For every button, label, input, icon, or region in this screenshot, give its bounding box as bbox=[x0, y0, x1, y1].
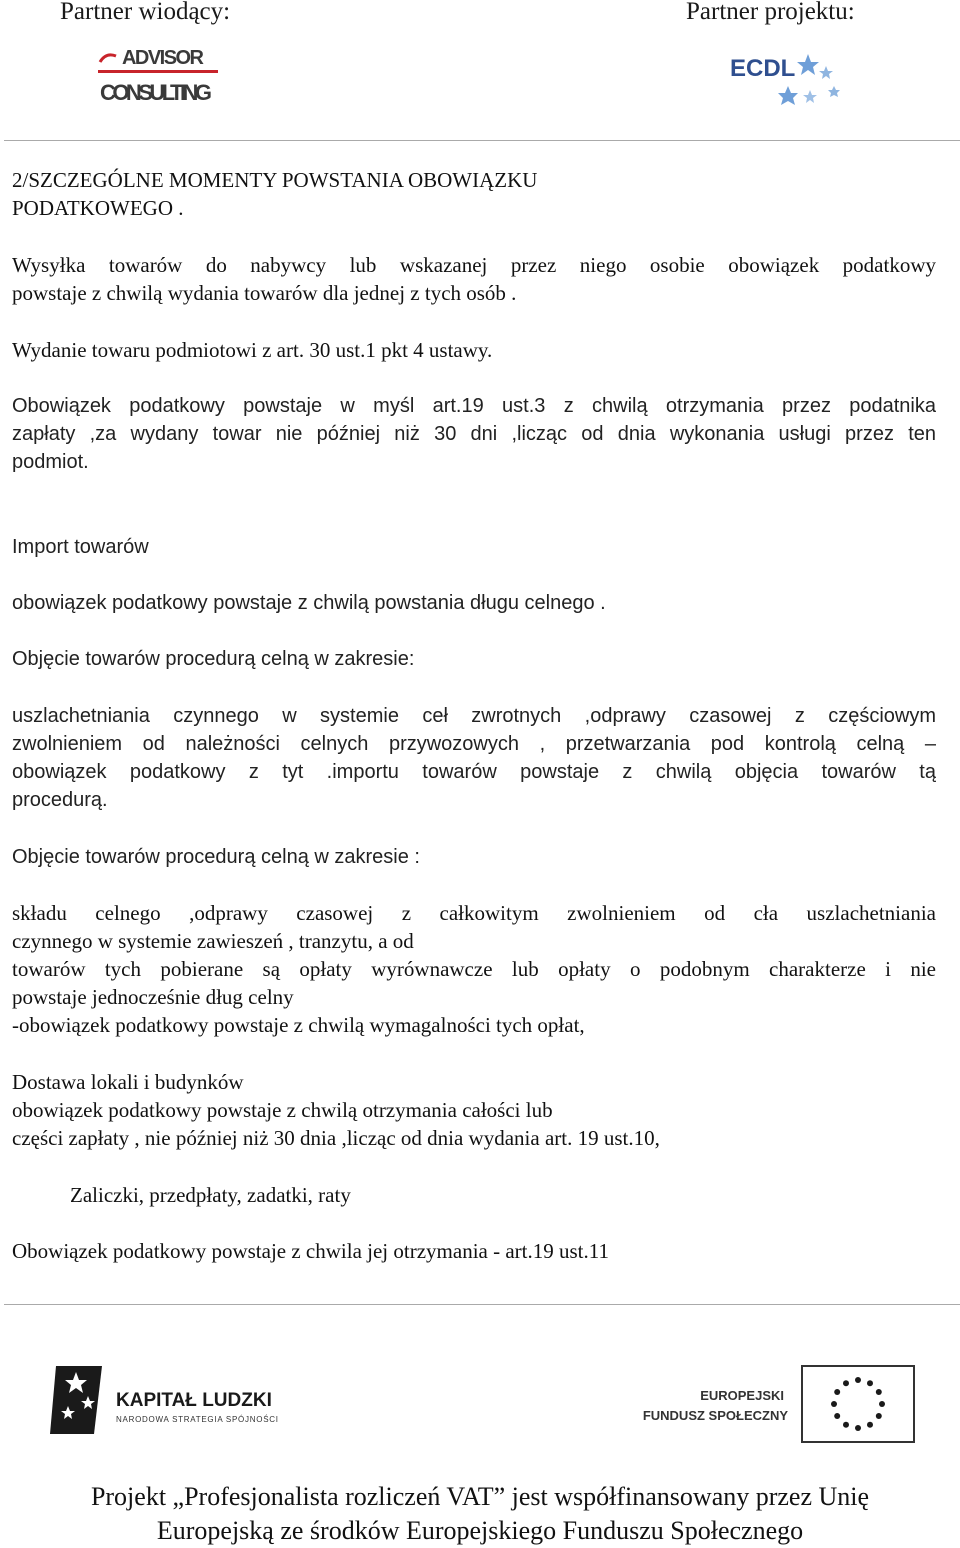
eu-star-icon bbox=[855, 1377, 861, 1383]
text-line: czynnego w systemie zawieszeń , tranzytu, a od bbox=[12, 929, 414, 953]
eu-star-icon bbox=[855, 1425, 861, 1431]
star-icon bbox=[819, 66, 833, 79]
paragraph bbox=[12, 589, 936, 617]
eu-star-icon bbox=[876, 1413, 882, 1419]
text-line: -obowiązek podatkowy powstaje z chwilą wymagalności tych opłat, bbox=[12, 1013, 585, 1037]
svg-text:FUNDUSZ SPOŁECZNY: FUNDUSZ SPOŁECZNY bbox=[642, 1408, 788, 1423]
subheading bbox=[70, 1181, 936, 1209]
text-line: Wydanie towaru podmiotowi z art. 30 ust.1 pkt 4 ustawy. bbox=[12, 338, 493, 362]
paragraph bbox=[12, 392, 936, 476]
text-line: obowiązek podatkowy z tyt .importu towarów powstaje z chwilą objęcia towarów tą bbox=[12, 761, 936, 783]
eu-star-icon bbox=[843, 1422, 849, 1428]
text-line: powstaje jednocześnie dług celny bbox=[12, 985, 294, 1009]
text-line: Objęcie towarów procedurą celną w zakresie: bbox=[12, 648, 415, 670]
text-line: części zapłaty , nie później niż 30 dnia ,licząc od dnia wydania art. 19 ust.10, bbox=[12, 1126, 660, 1150]
star-icon bbox=[803, 90, 817, 103]
european-social-fund-logo bbox=[636, 1364, 918, 1448]
advisor-consulting-logo bbox=[96, 40, 220, 110]
svg-text:NARODOWA STRATEGIA SPÓJNOŚCI: NARODOWA STRATEGIA SPÓJNOŚCI bbox=[116, 1415, 278, 1424]
footer-divider bbox=[4, 1304, 960, 1305]
text-line: towarów tych pobierane są opłaty wyrównawcze lub opłaty o podobnym charakterze i nie bbox=[12, 957, 936, 981]
text-line: Obowiązek podatkowy powstaje z chwila jej otrzymania - art.19 ust.11 bbox=[12, 1239, 609, 1263]
text-line: Zaliczki, przedpłaty, zadatki, raty bbox=[70, 1183, 351, 1207]
paragraph bbox=[12, 251, 936, 307]
funding-line: Projekt „Profesjonalista rozliczeń VAT” jest współfinansowany przez Unię bbox=[90, 1482, 870, 1511]
ecdl-logo bbox=[728, 46, 848, 116]
paragraph bbox=[12, 336, 936, 364]
text-line: zwolnieniem od należności celnych przywozowych , przetwarzania pod kontrolą celną – bbox=[12, 733, 936, 755]
paragraph bbox=[12, 899, 936, 1039]
text-line: procedurą. bbox=[12, 789, 108, 811]
text-line: PODATKOWEGO . bbox=[12, 196, 184, 220]
star-icon bbox=[778, 86, 798, 105]
svg-text:CONSULTING: CONSULTING bbox=[100, 80, 212, 105]
paragraph bbox=[12, 843, 936, 871]
footer-logos bbox=[0, 1340, 960, 1460]
text-line: zapłaty ,za wydany towar nie później niż 30 dni ,licząc od dnia wykonania usługi przez ten bbox=[12, 423, 936, 445]
text-line: podmiot. bbox=[12, 451, 89, 473]
star-icon bbox=[828, 86, 840, 97]
partner-lead-label: Partner wiodący: bbox=[60, 0, 231, 25]
funding-statement bbox=[0, 1480, 960, 1548]
subheading bbox=[12, 533, 936, 561]
text-line: Dostawa lokali i budynków bbox=[12, 1070, 244, 1094]
eu-star-icon bbox=[834, 1413, 840, 1419]
text-line: uszlachetniania czynnego w systemie ceł zwrotnych ,odprawy czasowej z częściowym bbox=[12, 705, 936, 727]
svg-text:ECDL: ECDL bbox=[730, 55, 796, 82]
eu-star-icon bbox=[831, 1401, 837, 1407]
page-header bbox=[0, 0, 960, 140]
svg-text:ADVISOR: ADVISOR bbox=[122, 47, 204, 69]
svg-text:KAPITAŁ LUDZKI: KAPITAŁ LUDZKI bbox=[116, 1390, 272, 1411]
eu-star-icon bbox=[843, 1380, 849, 1386]
text-line: 2/SZCZEGÓLNE MOMENTY POWSTANIA OBOWIĄZKU bbox=[12, 168, 538, 192]
star-icon bbox=[797, 54, 819, 75]
text-line: Import towarów bbox=[12, 536, 149, 558]
paragraph bbox=[12, 1237, 936, 1265]
eu-star-icon bbox=[876, 1389, 882, 1395]
text-line: Objęcie towarów procedurą celną w zakresie : bbox=[12, 846, 420, 868]
text-line: powstaje z chwilą wydania towarów dla jednej z tych osób . bbox=[12, 281, 517, 305]
paragraph bbox=[12, 645, 936, 673]
eu-star-icon bbox=[879, 1401, 885, 1407]
funding-line: Europejską ze środków Europejskiego Funduszu Społecznego bbox=[156, 1516, 804, 1545]
text-line: Wysyłka towarów do nabywcy lub wskazanej przez niego osobie obowiązek podatkowy bbox=[12, 253, 936, 277]
paragraph bbox=[12, 702, 936, 814]
kapital-ludzki-logo bbox=[50, 1364, 300, 1444]
section-heading bbox=[12, 166, 936, 222]
svg-text:EUROPEJSKI: EUROPEJSKI bbox=[700, 1388, 784, 1403]
paragraph bbox=[12, 1068, 936, 1152]
text-line: Obowiązek podatkowy powstaje w myśl art.19 ust.3 z chwilą otrzymania przez podatnika bbox=[12, 395, 936, 417]
text-line: składu celnego ,odprawy czasowej z całkowitym zwolnieniem od cła uszlachetniania bbox=[12, 901, 936, 925]
eu-star-icon bbox=[834, 1389, 840, 1395]
header-divider bbox=[4, 140, 960, 141]
partner-project-label: Partner projektu: bbox=[686, 0, 855, 25]
text-line: obowiązek podatkowy powstaje z chwilą powstania długu celnego . bbox=[12, 592, 606, 614]
eu-star-icon bbox=[867, 1380, 873, 1386]
text-line: obowiązek podatkowy powstaje z chwilą otrzymania całości lub bbox=[12, 1098, 553, 1122]
eu-star-icon bbox=[867, 1422, 873, 1428]
